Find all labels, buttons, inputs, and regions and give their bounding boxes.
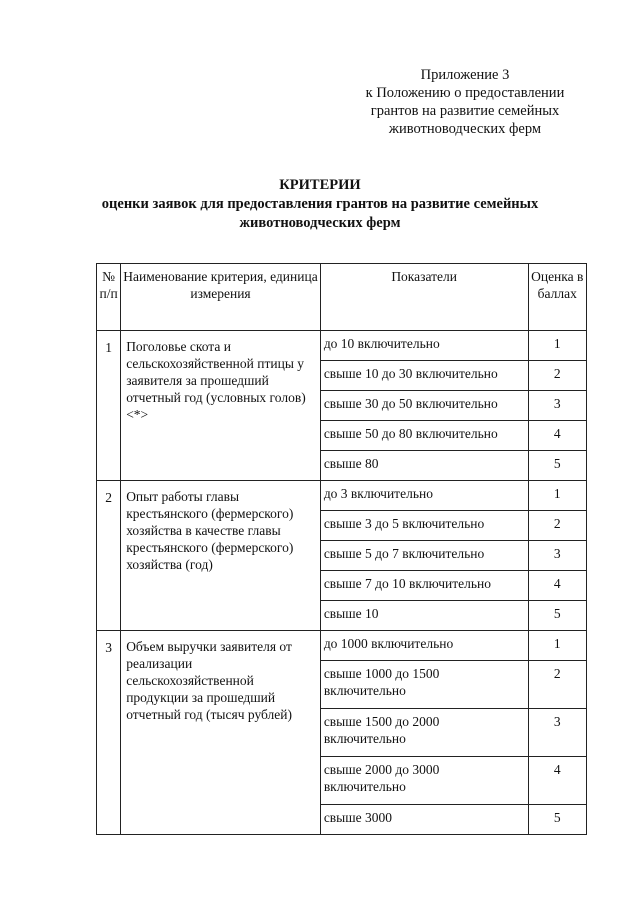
score-cell: 5 [528,451,587,481]
indicator-cell: свыше 5 до 7 включительно [320,541,528,571]
criterion-name: Поголовье скота и сельскохозяйственной птицы у заявителя за прошедший отчетный год (условных голов) <*> [121,331,321,481]
criterion-name: Объем выручки заявителя от реализации сельскохозяйственной продукции за прошедший отчетный год (тысяч рублей) [121,631,321,835]
score-cell: 3 [528,541,587,571]
indicator-cell: свыше 30 до 50 включительно [320,391,528,421]
appendix-line: грантов на развитие семейных [370,103,560,119]
indicator-cell: свыше 1500 до 2000 включительно [320,709,528,757]
score-cell: 1 [528,631,587,661]
header-score: Оценка в баллах [528,264,587,331]
header-num: № п/п [97,264,121,331]
table-row [97,631,587,661]
score-cell: 3 [528,709,587,757]
score-cell: 4 [528,421,587,451]
indicator-cell: свыше 50 до 80 включительно [320,421,528,451]
title-sub: оценки заявок для предоставления грантов на развитие семейных животноводческих ферм [101,196,539,231]
indicator-cell: свыше 2000 до 3000 включительно [320,757,528,805]
appendix-line: к Положению о предоставлении [365,85,565,101]
score-cell: 3 [528,391,587,421]
indicator-cell: свыше 1000 до 1500 включительно [320,661,528,709]
indicator-cell: свыше 3 до 5 включительно [320,511,528,541]
appendix-line: животноводческих ферм [388,121,542,137]
indicator-cell: свыше 3000 [320,805,528,835]
appendix-line: Приложение 3 [420,67,510,83]
score-cell: 2 [528,661,587,709]
table-row [97,331,587,361]
criterion-number: 1 [97,331,121,481]
score-cell: 1 [528,481,587,511]
indicator-cell: до 10 включительно [320,331,528,361]
criterion-number: 2 [97,481,121,631]
header-name: Наименование критерия, единица измерения [121,264,321,331]
indicator-cell: свыше 80 [320,451,528,481]
indicator-cell: до 1000 включительно [320,631,528,661]
score-cell: 4 [528,757,587,805]
header-indicators: Показатели [320,264,528,331]
document-title [0,176,640,233]
appendix-block [330,66,600,138]
indicator-cell: свыше 10 [320,601,528,631]
indicator-cell: свыше 10 до 30 включительно [320,361,528,391]
indicator-cell: свыше 7 до 10 включительно [320,571,528,601]
table-row [97,481,587,511]
criteria-table [96,263,587,835]
score-cell: 4 [528,571,587,601]
score-cell: 5 [528,601,587,631]
score-cell: 5 [528,805,587,835]
title-main: КРИТЕРИИ [279,177,361,193]
criterion-name: Опыт работы главы крестьянского (фермерского) хозяйства в качестве главы крестьянского (фермерского) хозяйства (год) [121,481,321,631]
table-header-row [97,264,587,331]
score-cell: 2 [528,361,587,391]
criterion-number: 3 [97,631,121,835]
score-cell: 1 [528,331,587,361]
indicator-cell: до 3 включительно [320,481,528,511]
score-cell: 2 [528,511,587,541]
